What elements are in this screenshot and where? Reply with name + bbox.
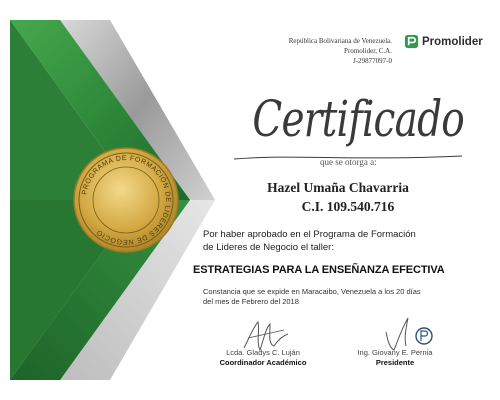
course-name: ESTRATEGIAS PARA LA ENSEÑANZA EFECTIVA: [193, 264, 445, 276]
issuer-tax-id: J-29877097-0: [353, 57, 392, 65]
approval-text: [203, 228, 493, 254]
signature-block-left: [198, 348, 328, 368]
promolider-logo-icon: [404, 34, 419, 49]
constancy-line-1: Constancia que se expide en Maracaibo, Venezuela a los 20 días: [203, 287, 421, 296]
constancy-text: [203, 287, 493, 307]
approval-line-1: Por haber aprobado en el Programa de Formación: [203, 229, 416, 240]
issuer-country: República Bolivariana de Venezuela.: [288, 37, 392, 45]
seal-text: PROGRAMA DE FORMACIÓN DE LIDERES DE NEGOCIO: [81, 154, 172, 246]
signature-name-right: Ing. Giovany E. Pernia: [357, 348, 433, 357]
certificate-subtitle: que se otorga a:: [320, 157, 377, 167]
signature-name-left: Lcda. Gladys C. Luján: [226, 348, 300, 357]
gold-seal: [66, 140, 186, 260]
recipient-name: Hazel Umaña Chavarria: [267, 180, 409, 195]
constancy-line-2: del mes de Febrero del 2018: [203, 297, 299, 306]
approval-line-2: de Lideres de Negocio el taller:: [203, 242, 334, 253]
certificate-title: Certificado: [252, 90, 464, 148]
issuer-info: [240, 36, 392, 66]
signature-role-right: Presidente: [375, 358, 415, 367]
brand-name: Promolider: [422, 35, 483, 48]
signature-block-right: [330, 348, 460, 368]
issuer-company: Promolider, C.A.: [344, 47, 392, 55]
signature-role-left: Coordinador Académico: [219, 358, 307, 367]
recipient-id-number: C.I. 109.540.716: [301, 199, 395, 214]
brand-logo: [404, 34, 483, 49]
